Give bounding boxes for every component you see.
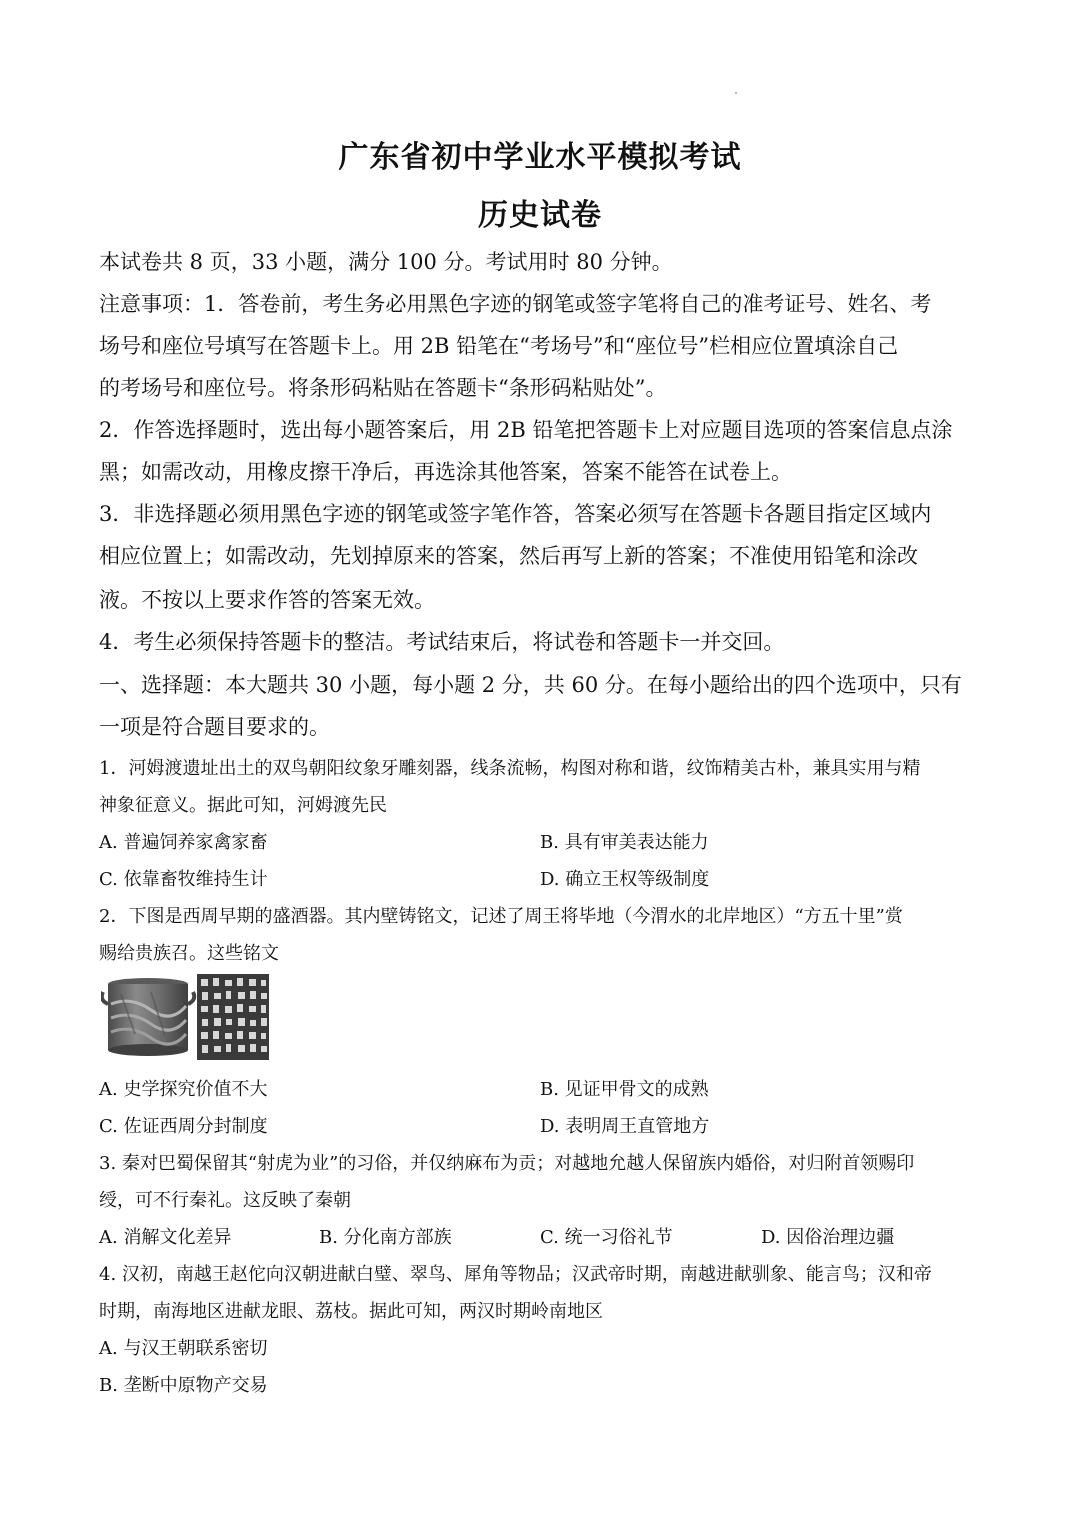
- option-d: D. 因俗治理边疆: [761, 1227, 895, 1248]
- question-stem: 神象征意义。据此可知，河姆渡先民: [99, 795, 387, 816]
- option-c: C. 统一习俗礼节: [540, 1227, 673, 1248]
- bronze-vessel-figure: [101, 974, 269, 1060]
- notice-line: 2．作答选择题时，选出每小题答案后，用 2B 铅笔把答题卡上对应题目选项的答案信息点涂: [99, 418, 953, 442]
- option-b: B. 分化南方部族: [319, 1227, 452, 1248]
- notice-line: 4．考生必须保持答题卡的整洁。考试结束后，将试卷和答题卡一并交回。: [99, 630, 785, 654]
- question-stem: 赐给贵族召。这些铭文: [99, 943, 279, 964]
- question-stem: 2．下图是西周早期的盛酒器。其内壁铸铭文，记述了周王将毕地（今渭水的北岸地区）“方五十里”赏: [99, 906, 903, 927]
- option-a: A. 史学探究价值不大: [99, 1079, 268, 1100]
- question-stem: 4. 汉初，南越王赵佗向汉朝进献白璧、翠鸟、犀角等物品；汉武帝时期，南越进献驯象、能言鸟；汉和帝: [99, 1264, 932, 1285]
- inscription-rubbing: [197, 974, 269, 1060]
- option-a: A. 与汉王朝联系密切: [99, 1338, 268, 1359]
- notice-line: 的考场号和座位号。将条形码粘贴在答题卡“条形码粘贴处”。: [99, 376, 667, 400]
- notice-line: 液。不按以上要求作答的答案无效。: [99, 588, 435, 612]
- question-stem: 时期，南海地区进献龙眼、荔枝。据此可知，两汉时期岭南地区: [99, 1301, 603, 1322]
- question-stem: 3. 秦对巴蜀保留其“射虎为业”的习俗，并仅纳麻布为贡；对越地允越人保留族内婚俗，对归附首领赐印: [99, 1153, 915, 1174]
- question-stem: 绶，可不行秦礼。这反映了秦朝: [99, 1190, 351, 1211]
- option-d: D. 表明周王直管地方: [540, 1116, 710, 1137]
- option-b: B. 垄断中原物产交易: [99, 1375, 268, 1396]
- option-b: B. 具有审美表达能力: [540, 832, 709, 853]
- notice-line: 3．非选择题必须用黑色字迹的钢笔或签字笔作答，答案必须写在答题卡各题目指定区域内: [99, 502, 932, 526]
- scan-speck: [735, 92, 737, 94]
- exam-summary: 本试卷共 8 页，33 小题，满分 100 分。考试用时 80 分钟。: [99, 250, 673, 274]
- option-b: B. 见证甲骨文的成熟: [540, 1079, 709, 1100]
- notice-line: 黑；如需改动，用橡皮擦干净后，再选涂其他答案，答案不能答在试卷上。: [99, 460, 792, 484]
- vessel-photo: [102, 978, 194, 1056]
- notice-line: 场号和座位号填写在答题卡上。用 2B 铅笔在“考场号”和“座位号”栏相应位置填涂自己: [99, 334, 899, 358]
- section-heading: 一项是符合题目要求的。: [99, 715, 330, 739]
- option-c: C. 佐证西周分封制度: [99, 1116, 268, 1137]
- section-heading: 一、选择题：本大题共 30 小题，每小题 2 分，共 60 分。在每小题给出的四个选项中，只有: [99, 673, 962, 697]
- page-title: 广东省初中学业水平模拟考试: [338, 140, 742, 175]
- option-a: A. 消解文化差异: [99, 1227, 232, 1248]
- notice-line: 相应位置上；如需改动，先划掉原来的答案，然后再写上新的答案；不准使用铅笔和涂改: [99, 544, 918, 568]
- notice-line: 注意事项：1．答卷前，考生务必用黑色字迹的钢笔或签字笔将自己的准考证号、姓名、考: [99, 292, 932, 316]
- option-d: D. 确立王权等级制度: [540, 869, 710, 890]
- option-a: A. 普遍饲养家禽家畜: [99, 832, 268, 853]
- question-stem: 1．河姆渡遗址出土的双鸟朝阳纹象牙雕刻器，线条流畅，构图对称和谐，纹饰精美古朴，兼具实用与精: [99, 758, 921, 779]
- option-c: C. 依靠畜牧维持生计: [99, 869, 268, 890]
- page-subtitle: 历史试卷: [478, 198, 602, 233]
